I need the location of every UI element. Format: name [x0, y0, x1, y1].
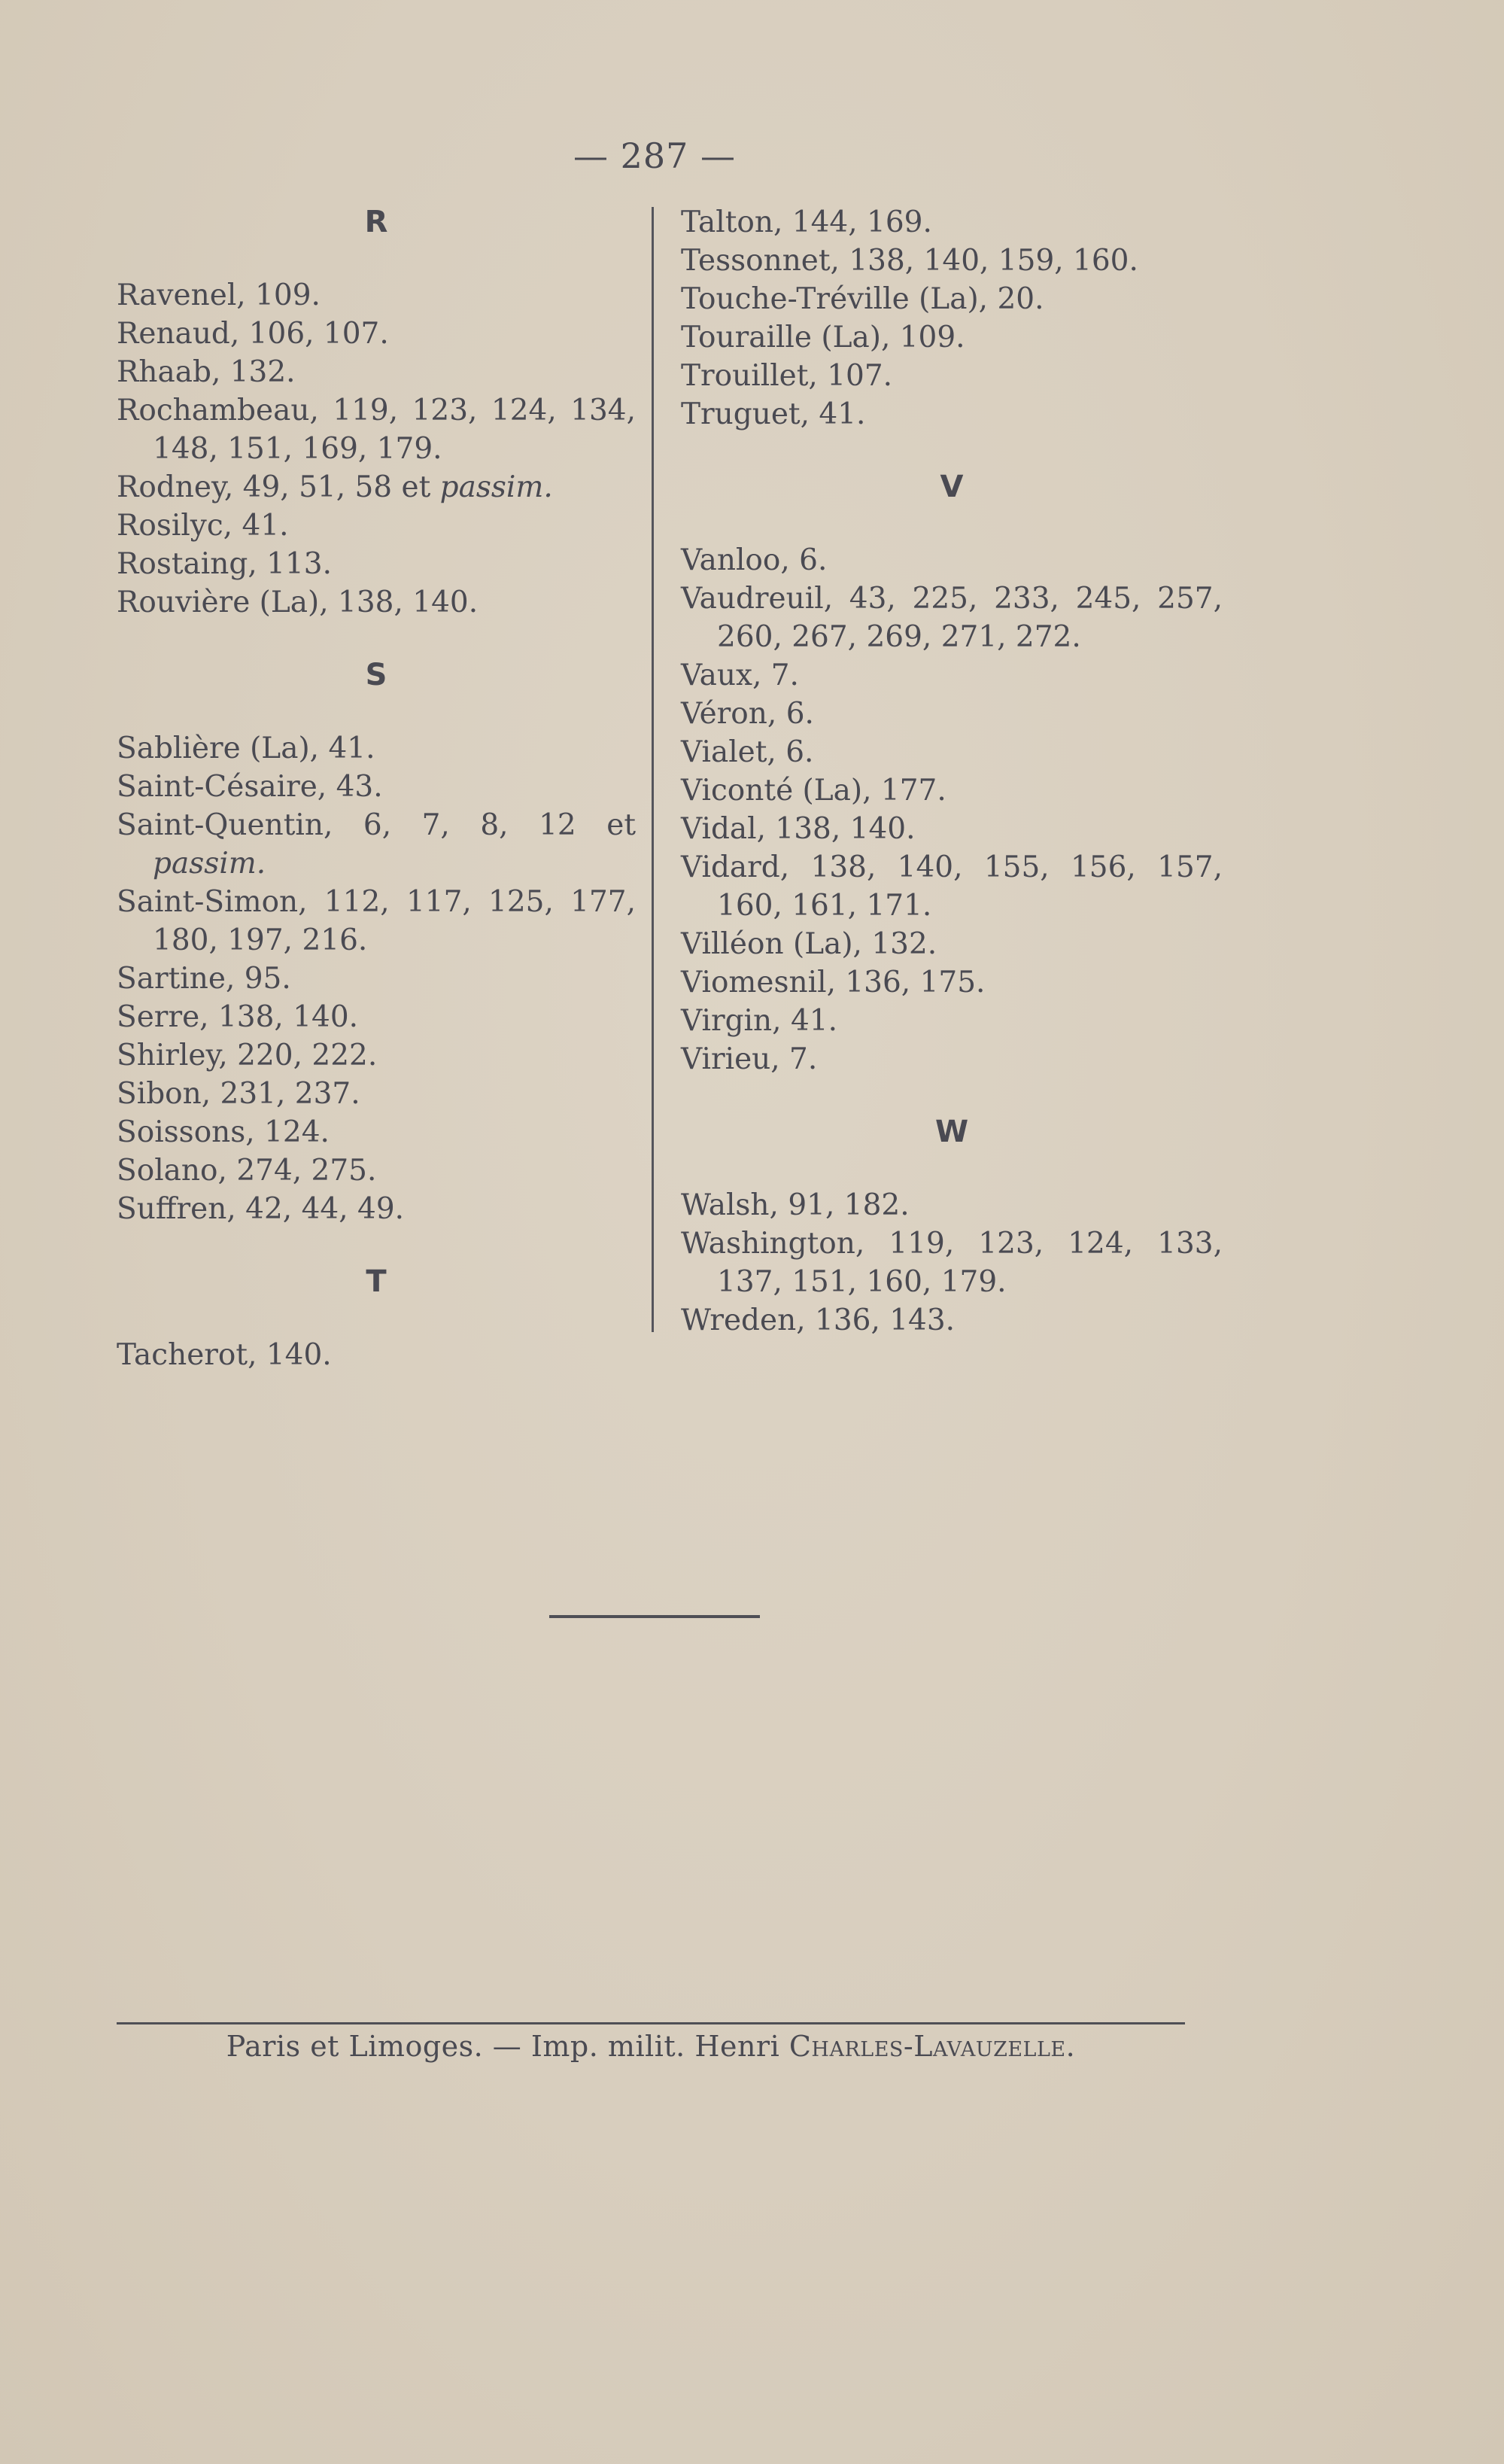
index-entry — [681, 395, 1223, 433]
index-entry — [681, 656, 1223, 695]
index-entry — [681, 1301, 1223, 1340]
footer-rule — [117, 2022, 1185, 2024]
index-entry-text: Vidal, 138, 140. — [681, 812, 916, 846]
index-entry-text: Rosilyc, 41. — [117, 509, 289, 543]
index-entry-text: Washington, 119, 123, 124, 133, 137, 151, 160, 179. — [681, 1227, 1223, 1299]
index-entry — [681, 203, 1223, 242]
index-entry-text: Suffren, 42, 44, 49. — [117, 1192, 405, 1226]
index-entry-passim: passim. — [439, 470, 553, 504]
imprint-printer-name: Charles-Lavauzelle. — [788, 2030, 1076, 2063]
index-entry-text: Saint-Simon, 112, 117, 125, 177, 180, 197, 216. — [117, 885, 636, 957]
index-entry-text: Rodney, 49, 51, 58 et — [117, 470, 440, 504]
index-entry — [681, 1002, 1223, 1040]
index-entry — [117, 545, 636, 583]
index-entry — [117, 353, 636, 391]
index-entry-text: Viomesnil, 136, 175. — [681, 966, 986, 999]
index-entry — [681, 771, 1223, 810]
section-end-rule — [549, 1615, 760, 1618]
index-entry-text: Rhaab, 132. — [117, 355, 296, 389]
section-letter: S — [365, 658, 387, 692]
index-entry-text: Solano, 274, 275. — [117, 1154, 377, 1188]
section-letter: T — [366, 1264, 387, 1299]
index-entry-text: Véron, 6. — [681, 697, 814, 731]
index-entry-text: Saint-Césaire, 43. — [117, 770, 383, 804]
index-entry-text: Walsh, 91, 182. — [681, 1188, 910, 1222]
printer-imprint — [117, 2030, 1185, 2063]
index-entry — [117, 1036, 636, 1075]
page-number: — 287 — — [573, 135, 737, 176]
index-entry-text: Vanloo, 6. — [681, 543, 828, 577]
index-entry — [117, 315, 636, 353]
index-entry — [681, 1186, 1223, 1224]
section-letter: V — [940, 470, 964, 504]
index-entry-text: Touche-Tréville (La), 20. — [681, 282, 1044, 316]
index-entry-text: Ravenel, 109. — [117, 278, 321, 312]
index-entry-text: Tacherot, 140. — [117, 1338, 332, 1372]
index-entry — [681, 925, 1223, 963]
index-entry-text: Talton, 144, 169. — [681, 205, 932, 239]
index-entry — [117, 883, 636, 960]
index-entry-text: Vialet, 6. — [681, 735, 814, 769]
index-entry — [681, 963, 1223, 1002]
index-entry-text: Saint-Quentin, 6, 7, 8, 12 et — [117, 808, 636, 842]
index-entry-text: Virieu, 7. — [681, 1042, 818, 1076]
index-entry — [681, 541, 1223, 579]
index-entry-text: Tessonnet, 138, 140, 159, 160. — [681, 244, 1138, 278]
index-entry — [681, 242, 1223, 280]
index-entry — [117, 1113, 636, 1151]
column-divider — [652, 207, 654, 1332]
imprint-text: Paris et Limoges. — Imp. milit. Henri — [226, 2030, 789, 2063]
index-entry — [681, 1224, 1223, 1301]
index-entry — [117, 768, 636, 806]
index-entry-text: Virgin, 41. — [681, 1004, 837, 1038]
index-entry — [117, 391, 636, 468]
index-entry — [681, 733, 1223, 771]
index-entry-text: Vidard, 138, 140, 155, 156, 157, 160, 161, 171. — [681, 850, 1223, 923]
index-entry — [681, 579, 1223, 656]
index-entry-text: Villéon (La), 132. — [681, 927, 937, 961]
index-entry — [117, 960, 636, 998]
index-entry — [681, 848, 1223, 925]
index-entry-text: Renaud, 106, 107. — [117, 317, 389, 351]
index-entry-text: Shirley, 220, 222. — [117, 1039, 378, 1072]
index-entry-text: Rochambeau, 119, 123, 124, 134, 148, 151, 169, 179. — [117, 394, 636, 466]
index-entry — [117, 998, 636, 1036]
index-entry — [117, 806, 636, 883]
index-entry-text: Rostaing, 113. — [117, 547, 332, 581]
index-entry-passim: passim. — [153, 847, 266, 881]
index-entry — [117, 468, 636, 506]
index-entry-text: Viconté (La), 177. — [681, 774, 946, 808]
index-entry — [117, 1075, 636, 1113]
index-entry-text: Soissons, 124. — [117, 1115, 330, 1149]
index-entry — [117, 583, 636, 622]
index-entry — [681, 810, 1223, 848]
index-entry-text: Touraille (La), 109. — [681, 321, 965, 354]
index-entry — [681, 280, 1223, 318]
index-entry — [117, 506, 636, 545]
index-entry — [681, 357, 1223, 395]
index-entry-text: Serre, 138, 140. — [117, 1000, 359, 1034]
index-entry-text: Sibon, 231, 237. — [117, 1077, 360, 1111]
section-letter: W — [934, 1115, 969, 1149]
index-entry-text: Vaudreuil, 43, 225, 233, 245, 257, 260, 267, 269, 271, 272. — [681, 582, 1223, 654]
index-entry — [117, 276, 636, 315]
index-entry-text: Wreden, 136, 143. — [681, 1303, 956, 1337]
index-entry-text: Vaux, 7. — [681, 659, 799, 692]
index-entry — [117, 1336, 636, 1374]
index-entry — [117, 729, 636, 768]
index-column-left — [117, 203, 636, 1374]
index-entry-text: Truguet, 41. — [681, 397, 866, 431]
index-entry-text: Trouillet, 107. — [681, 359, 893, 393]
index-entry — [117, 1151, 636, 1190]
index-entry-text: Sartine, 95. — [117, 962, 291, 996]
index-column-right — [681, 203, 1223, 1340]
section-letter: R — [364, 205, 388, 239]
index-entry — [681, 1040, 1223, 1078]
index-entry — [117, 1190, 636, 1228]
index-entry — [681, 318, 1223, 357]
index-entry-text: Rouvière (La), 138, 140. — [117, 586, 479, 619]
index-entry-text: Sablière (La), 41. — [117, 732, 375, 765]
index-entry — [681, 695, 1223, 733]
